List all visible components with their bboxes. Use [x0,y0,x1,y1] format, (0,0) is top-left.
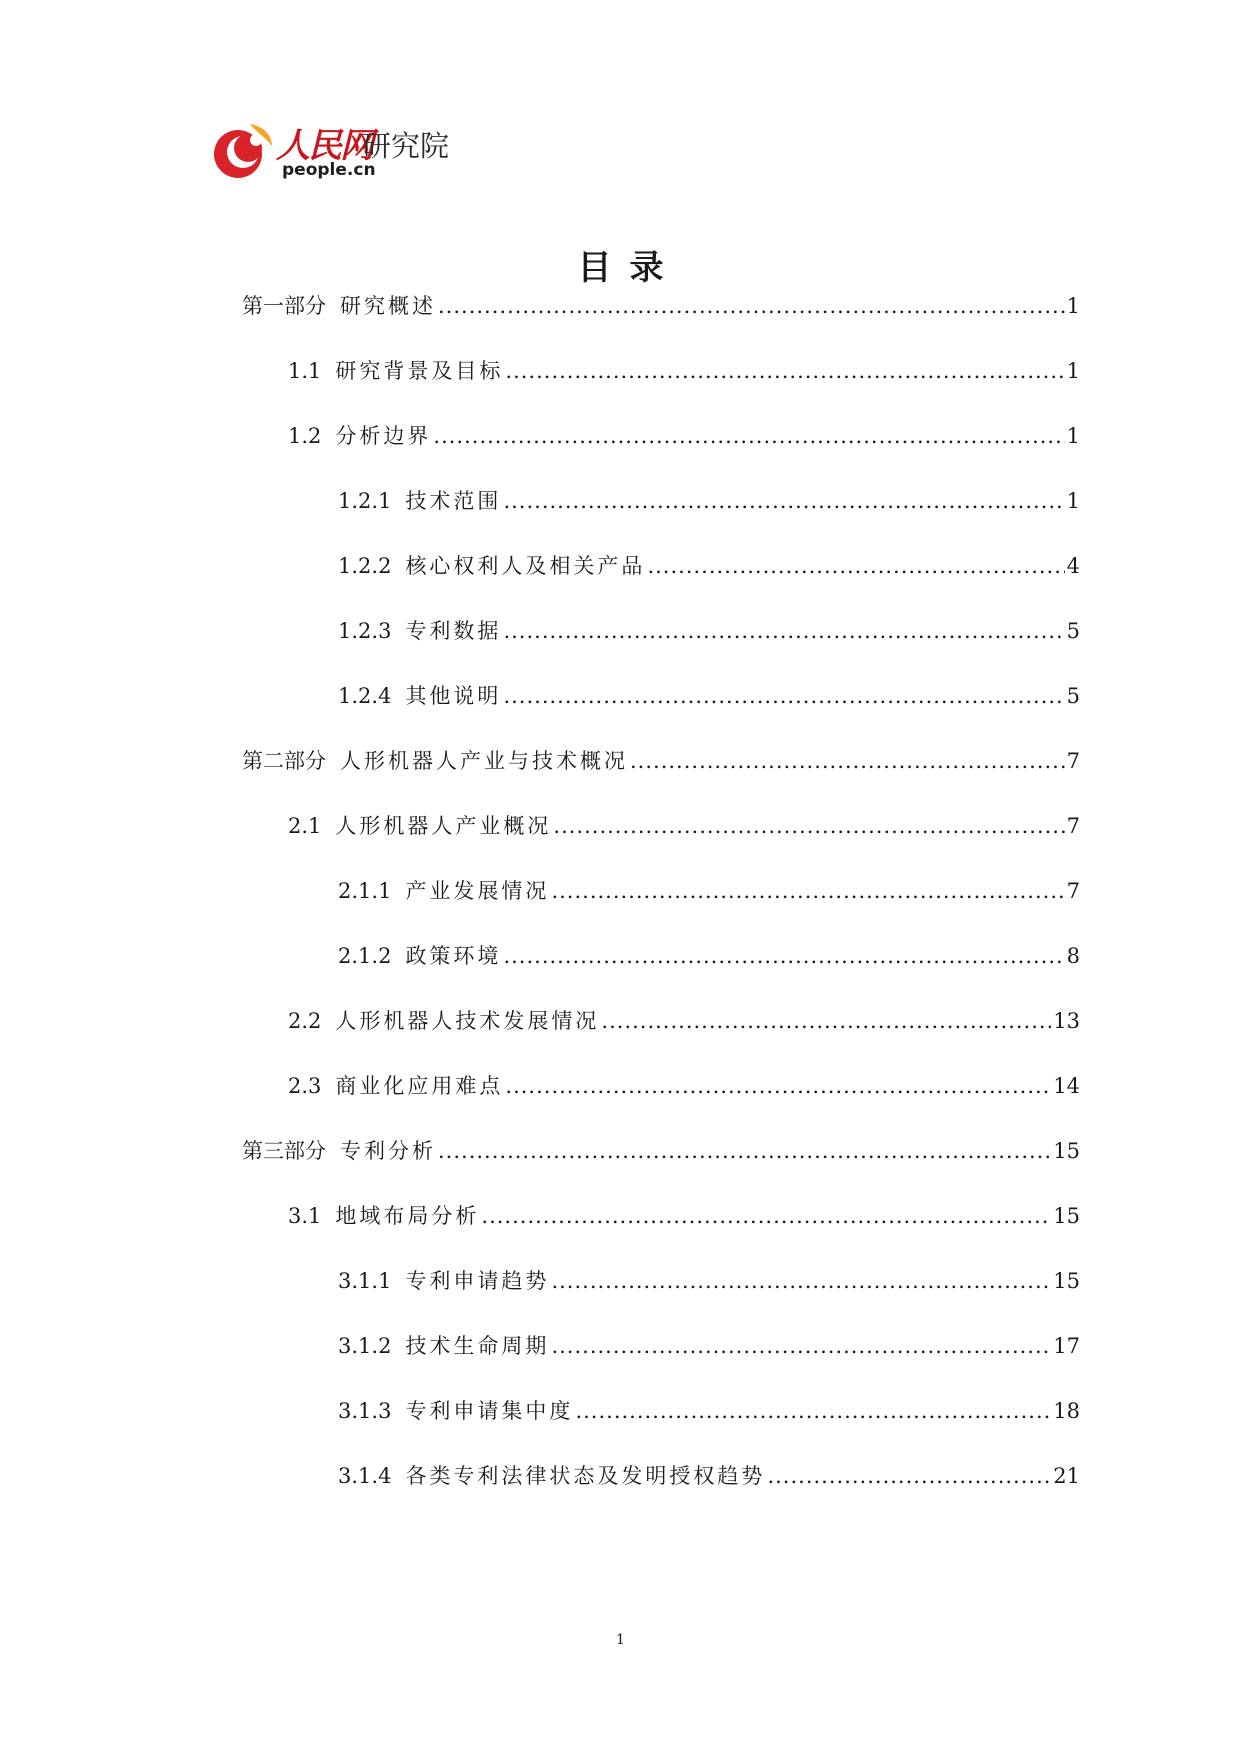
toc-entry-title: 各类专利法律状态及发明授权趋势 [405,1464,766,1488]
toc-leader-dots [551,879,1064,903]
toc-entry-number: 1.2.1 [338,489,392,513]
toc-entry-page: 15 [1053,1269,1080,1293]
toc-entry[interactable] [338,550,1080,590]
toc-entry-title: 专利数据 [405,619,502,643]
toc-entry-page: 13 [1053,1009,1080,1033]
page-number: 1 [616,1632,625,1648]
header-logo [210,118,510,188]
toc-entry-number: 1.2.3 [338,619,392,643]
toc-entry-number: 2.1 [288,814,322,838]
toc-entry[interactable] [338,680,1080,720]
toc-entry-title: 核心权利人及相关产品 [405,554,646,578]
toc-leader-dots [481,1204,1051,1228]
logo-brand-cn: 人民网 [276,126,372,166]
toc-entry-title: 其他说明 [405,684,502,708]
toc-entry-number: 2.1.1 [338,879,392,903]
toc-entry-title: 研究背景及目标 [335,359,504,383]
toc-entry-number: 1.2.2 [338,554,392,578]
toc-entry-number: 3.1 [288,1204,322,1228]
toc-entry[interactable] [338,1460,1080,1500]
toc-entry-title: 专利申请集中度 [405,1399,574,1423]
toc-entry-page: 8 [1066,944,1080,968]
toc-entry-page: 7 [1066,814,1080,838]
toc-entry-number: 2.2 [288,1009,322,1033]
toc-entry-page: 21 [1053,1464,1080,1488]
toc-entry-number: 3.1.2 [338,1334,392,1358]
toc-entry-title: 技术范围 [405,489,502,513]
toc-entry-number: 3.1.4 [338,1464,392,1488]
toc-entry[interactable] [288,1070,1080,1110]
toc-entry-number: 1.2.4 [338,684,392,708]
toc-leader-dots [505,1074,1051,1098]
toc-entry-page: 7 [1066,879,1080,903]
logo-brand-en: people.cn [282,160,376,180]
toc-entry-number: 1.1 [288,359,322,383]
logo-brand-suffix: 研究院 [362,129,450,163]
toc-entry-title: 商业化应用难点 [335,1074,504,1098]
toc-entry-title: 地域布局分析 [335,1204,480,1228]
toc-entry-page: 18 [1053,1399,1080,1423]
toc-leader-dots [503,684,1064,708]
toc-leader-dots [767,1464,1051,1488]
toc-entry-page: 7 [1066,749,1080,773]
toc-entry-number: 3.1.3 [338,1399,392,1423]
toc-entry[interactable] [242,1135,1080,1175]
toc-entry-number: 第二部分 [242,749,326,773]
toc-leader-dots [505,359,1064,383]
toc-leader-dots [438,1139,1051,1163]
toc-leader-dots [575,1399,1051,1423]
toc-leader-dots [433,424,1064,448]
toc-entry-page: 1 [1066,294,1080,318]
toc-entry-page: 17 [1053,1334,1080,1358]
toc-entry-title: 产业发展情况 [405,879,550,903]
toc-entry[interactable] [338,1395,1080,1435]
toc-entry[interactable] [242,290,1080,330]
toc-entry-title: 政策环境 [405,944,502,968]
toc-entry-title: 专利分析 [340,1139,436,1163]
toc-entry-page: 5 [1066,619,1080,643]
toc-entry[interactable] [338,615,1080,655]
toc-leader-dots [551,1334,1051,1358]
toc-entry[interactable] [288,810,1080,850]
toc-entry[interactable] [338,1265,1080,1305]
toc-title: 目录 [577,248,682,288]
toc-entry-page: 5 [1066,684,1080,708]
toc-entry-title: 人形机器人产业与技术概况 [340,749,628,773]
toc-entry[interactable] [288,1005,1080,1045]
toc-entry-page: 15 [1053,1139,1080,1163]
toc-entry-title: 分析边界 [335,424,432,448]
toc-entry-title: 研究概述 [340,294,436,318]
toc-leader-dots [647,554,1064,578]
toc-entry[interactable] [338,1330,1080,1370]
toc-entry-title: 专利申请趋势 [405,1269,550,1293]
toc-entry-number: 第三部分 [242,1139,326,1163]
toc-entry-title: 人形机器人产业概况 [335,814,552,838]
toc-entry-number: 2.1.2 [338,944,392,968]
toc-entry-page: 4 [1066,554,1080,578]
toc-leader-dots [553,814,1064,838]
toc-entry[interactable] [288,420,1080,460]
toc-entry-title: 人形机器人技术发展情况 [335,1009,600,1033]
toc-entry-title: 技术生命周期 [405,1334,550,1358]
toc-entry-page: 14 [1053,1074,1080,1098]
toc-entry-number: 2.3 [288,1074,322,1098]
toc-entry[interactable] [338,940,1080,980]
toc-entry-number: 3.1.1 [338,1269,392,1293]
toc-entry-page: 1 [1066,424,1080,448]
toc-entry[interactable] [338,875,1080,915]
toc-entry-page: 15 [1053,1204,1080,1228]
toc-entry-page: 1 [1066,359,1080,383]
toc-entry[interactable] [288,1200,1080,1240]
toc-leader-dots [503,944,1064,968]
toc-leader-dots [630,749,1065,773]
people-logo-icon [210,118,276,184]
toc-leader-dots [601,1009,1051,1033]
toc-entry[interactable] [288,355,1080,395]
toc-entry-number: 1.2 [288,424,322,448]
toc-entry-page: 1 [1066,489,1080,513]
toc-leader-dots [503,619,1064,643]
toc-entry-number: 第一部分 [242,294,326,318]
toc-entry[interactable] [338,485,1080,525]
toc-leader-dots [551,1269,1051,1293]
toc-leader-dots [503,489,1064,513]
toc-leader-dots [438,294,1065,318]
toc-entry[interactable] [242,745,1080,785]
